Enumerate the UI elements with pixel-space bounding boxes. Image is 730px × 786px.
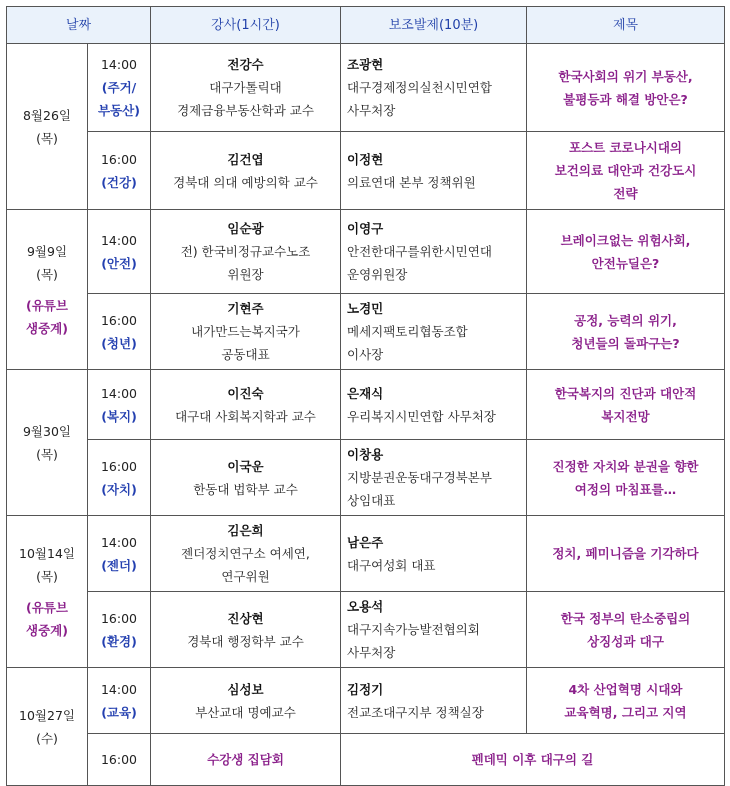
spacer [10,286,84,294]
lecture-title: 교육혁명, 그리고 지역 [564,704,687,720]
header-lecturer: 강사(1시간) [151,7,341,44]
session-time: 14:00 [100,385,138,401]
lecture-title: 한국사회의 위기 부동산, [558,68,693,84]
session-theme: (젠더) [101,557,137,573]
sub-presenter-affiliation: 전교조대구지부 정책실장 [347,704,484,720]
session-date: (수) [36,730,58,746]
sub-presenter-affiliation: 지방분권운동대구경북본부 [347,470,492,485]
lecturer-affiliation: 한동대 법학부 교수 [193,481,298,497]
session-date: 9월30일 [22,423,71,439]
time-cell [88,294,151,370]
session-time: 14:00 [100,534,138,550]
session-time: 16:00 [100,752,138,767]
lecture-title: 여정의 마침표를… [574,481,677,497]
session-row [7,592,725,668]
sub-presenter-name: 은재식 [347,385,384,401]
sub-presenter-cell [341,44,527,132]
lecturer-affiliation: 연구위원 [221,569,270,584]
lecturer-affiliation: 공동대표 [221,347,270,362]
session-date: (목) [36,568,58,584]
lecturer-cell [151,592,341,668]
lecturer-cell [151,210,341,294]
sub-presenter-name: 이창용 [347,447,384,462]
lecturer-affiliation: 내가만드는복지국가 [191,324,300,339]
lecturer-name: 전강수 [227,57,264,72]
lecturer-affiliation: 부산교대 명예교수 [195,704,296,720]
title-cell [527,132,725,210]
session-row [7,668,725,734]
session-row [7,294,725,370]
lecturer-name: 이진숙 [227,385,264,401]
closing-lecture: 수강생 집담회 [207,752,284,767]
session-date-cell [7,668,88,786]
lecturer-affiliation: 전) 한국비정규교수노조 [180,244,311,259]
lecturer-cell [151,440,341,516]
session-row [7,370,725,440]
closing-title: 펜데믹 이후 대구의 길 [471,752,594,767]
sub-presenter-affiliation: 우리복지시민연합 사무처장 [347,408,496,424]
youtube-live-note: 생중계) [26,622,68,638]
session-theme: (안전) [101,255,137,271]
lecture-title: 진정한 자치와 분권을 향한 [552,458,699,474]
session-time: 16:00 [100,610,138,626]
time-cell [88,668,151,734]
lecture-title: 안전뉴딜은? [591,255,660,271]
lecturer-affiliation: 경북대 의대 예방의학 교수 [173,174,318,190]
sub-presenter-name: 남은주 [347,534,384,550]
lecturer-name: 김건엽 [227,151,264,167]
sub-presenter-name: 노경민 [347,301,384,316]
time-cell [88,370,151,440]
sub-presenter-affiliation: 대구지속가능발전협의회 [347,622,480,637]
session-date: 8월26일 [22,107,71,123]
session-theme: (청년) [101,335,137,351]
session-time: 14:00 [100,681,138,697]
lecturer-cell [151,44,341,132]
sub-presenter-affiliation: 메세지팩토리협동조합 [347,324,468,339]
session-theme: (자치) [101,481,137,497]
sub-presenter-affiliation: 운영위원장 [347,267,408,282]
sub-presenter-affiliation: 대구여성회 대표 [347,557,436,573]
lecturer-affiliation: 경북대 행정학부 교수 [187,633,304,649]
lecturer-name: 기현주 [227,301,264,316]
title-cell [527,668,725,734]
session-row [7,210,725,294]
time-cell [88,440,151,516]
sub-presenter-affiliation: 이사장 [347,347,384,362]
title-cell [527,592,725,668]
lecture-title: 브레이크없는 위험사회, [560,232,691,248]
header-sub-presenter: 보조발제(10분) [341,7,527,44]
time-cell [88,734,151,786]
lecture-title: 보건의료 대안과 건강도시 [554,163,697,178]
sub-presenter-cell [341,592,527,668]
time-cell [88,210,151,294]
sub-presenter-name: 이정현 [347,151,384,167]
youtube-live-note: (유튜브 [26,297,68,313]
lecturer-cell [151,294,341,370]
session-theme: (복지) [101,408,137,424]
youtube-live-note: (유튜브 [26,599,68,615]
sub-presenter-affiliation: 안전한대구를위한시민연대 [347,244,492,259]
time-cell [88,132,151,210]
sub-presenter-cell [341,516,527,592]
lecturer-name: 심성보 [227,681,264,697]
closing-row [7,734,725,786]
session-theme: 부동산) [98,103,140,118]
sub-presenter-name: 조광현 [347,57,384,72]
header-row [7,7,725,44]
sub-presenter-affiliation: 사무처장 [347,103,396,118]
session-date-cell [7,370,88,516]
lecturer-name: 임순광 [227,221,264,236]
sub-presenter-cell [341,440,527,516]
session-date-cell [7,210,88,370]
lecturer-affiliation: 위원장 [227,267,264,282]
lecturer-name: 이국운 [227,458,264,474]
session-time: 16:00 [100,312,138,328]
lecturer-affiliation: 경제금융부동산학과 교수 [177,103,314,118]
lecture-title: 청년들의 돌파구는? [571,335,680,351]
sub-presenter-cell [341,294,527,370]
session-theme: (건강) [101,174,137,190]
session-date-cell [7,44,88,210]
title-cell [527,44,725,132]
sub-presenter-affiliation: 의료연대 본부 정책위원 [347,174,476,190]
title-cell [527,516,725,592]
lecture-title: 상징성과 대구 [587,633,664,649]
lecturer-cell [151,370,341,440]
lecture-title: 공정, 능력의 위기, [574,312,677,328]
session-theme: (환경) [101,633,137,649]
session-date: (목) [36,266,58,282]
lecture-title: 포스트 코로나시대의 [568,140,683,155]
sub-presenter-name: 이영구 [347,221,384,236]
title-cell [527,440,725,516]
session-time: 16:00 [100,458,138,474]
sub-presenter-cell [341,210,527,294]
lecture-title: 한국 정부의 탄소중립의 [560,610,691,626]
session-time: 14:00 [100,232,138,248]
title-cell [527,210,725,294]
session-date: 10월14일 [19,545,75,561]
lecturer-affiliation: 대구가톨릭대 [209,80,282,95]
session-date-cell [7,516,88,668]
session-date: 9월9일 [26,243,68,259]
sub-presenter-name: 오용석 [347,599,384,614]
closing-title-cell [341,734,725,786]
session-theme: (교육) [101,704,137,720]
sub-presenter-cell [341,132,527,210]
lecturer-name: 김은희 [227,523,264,538]
time-cell [88,592,151,668]
lecturer-cell [151,132,341,210]
session-time: 16:00 [100,151,138,167]
lecture-title: 한국복지의 진단과 대안적 [554,385,697,401]
lecturer-name: 진상현 [227,610,264,626]
lecture-title: 전략 [613,186,638,201]
session-row [7,44,725,132]
lecturer-affiliation: 젠더정치연구소 여세연, [181,546,310,561]
lecturer-cell [151,516,341,592]
session-time: 14:00 [100,57,138,72]
session-date: (목) [36,446,58,462]
youtube-live-note: 생중계) [26,320,68,336]
session-date: 10월27일 [19,707,75,723]
title-cell [527,370,725,440]
sub-presenter-cell [341,668,527,734]
sub-presenter-affiliation: 사무처장 [347,645,396,660]
time-cell [88,44,151,132]
lecture-title: 4차 산업혁명 시대와 [568,681,683,697]
schedule-table [6,6,725,786]
lecturer-affiliation: 대구대 사회복지학과 교수 [175,408,316,424]
session-row [7,132,725,210]
sub-presenter-name: 김정기 [347,681,384,697]
session-row [7,440,725,516]
lecture-title: 불평등과 해결 방안은? [563,91,688,107]
session-date: (목) [36,130,58,146]
sub-presenter-affiliation: 상임대표 [347,493,396,508]
header-date: 날짜 [7,7,151,44]
sub-presenter-affiliation: 대구경제정의실천시민연합 [347,80,492,95]
sub-presenter-cell [341,370,527,440]
lecture-title: 정치, 페미니즘을 기각하다 [552,546,699,561]
header-title: 제목 [527,7,725,44]
lecture-title: 복지전망 [601,408,650,424]
title-cell [527,294,725,370]
lecturer-cell [151,668,341,734]
closing-lecture-cell [151,734,341,786]
spacer [10,588,84,596]
time-cell [88,516,151,592]
session-row [7,516,725,592]
session-theme: (주거/ [101,80,137,95]
